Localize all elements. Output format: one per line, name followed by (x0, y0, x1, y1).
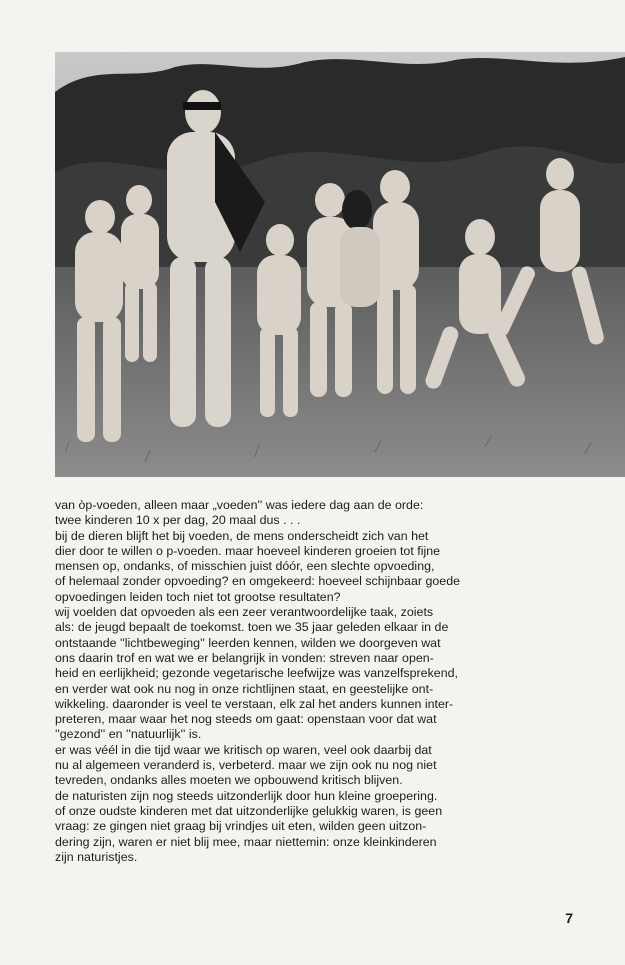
page-number: 7 (565, 910, 573, 926)
body-line: de naturisten zijn nog steeds uitzonderlijk door hun kleine groepering. (55, 788, 438, 803)
body-line: opvoedingen leiden toch niet tot grootse resultaten? (55, 589, 341, 604)
photograph-icon (55, 52, 625, 477)
body-line: dering zijn, waren er niet blij mee, maar niettemin: onze kleinkinderen (55, 834, 437, 849)
body-line: dier door te willen o p-voeden. maar hoeveel kinderen groeien tot fijne (55, 543, 441, 558)
body-line: bij de dieren blijft het bij voeden, de mens onderscheidt zich van het (55, 528, 429, 543)
body-line: van òp-voeden, alleen maar „voeden'' was iedere dag aan de orde: (55, 498, 424, 512)
body-line: ons daarin trof en wat we er belangrijk in vonden: streven naar open- (55, 650, 434, 665)
body-line: twee kinderen 10 x per dag, 20 maal dus . . . (55, 513, 301, 528)
body-line: als: de jeugd bepaalt de toekomst. toen we 35 jaar geleden elkaar in de (55, 620, 449, 635)
body-line: preteren, maar waar het nog steeds om gaat: openstaan voor dat wat (55, 712, 437, 727)
body-line: heid en eerlijkheid; gezonde vegetarische leefwijze was vanzelfsprekend, (55, 666, 458, 681)
body-line: zijn naturistjes. (55, 849, 138, 864)
body-line: of onze oudste kinderen met dat uitzonderlijke gelukkig waren, is geen (55, 803, 443, 818)
body-line: ''gezond'' en ''natuurlijk'' is. (55, 727, 202, 742)
group-photograph (55, 52, 625, 477)
body-line: nu al algemeen veranderd is, verbeterd. maar we zijn ook nu nog niet (55, 758, 437, 773)
body-line: er was véél in die tijd waar we kritisch op waren, veel ook daarbij dat (55, 742, 432, 757)
article-body (55, 498, 567, 865)
body-line: wikkeling. daaronder is veel te verstaan, elk zal het anders kunnen inter- (55, 696, 454, 711)
body-line: vraag: ze gingen niet graag bij vrindjes uit eten, wilden geen uitzon- (55, 819, 427, 834)
body-line: en verder wat ook nu nog in onze richtlijnen staat, en geestelijke ont- (55, 681, 434, 696)
body-line: mensen op, ondanks, of misschien juist dóór, een slechte opvoeding, (55, 559, 435, 574)
body-line: wij voelden dat opvoeden als een zeer verantwoordelijke taak, zoiets (55, 605, 434, 620)
body-line: ontstaande ''lichtbeweging'' leerden kennen, wilden we doorgeven wat (55, 635, 441, 650)
body-line: of helemaal zonder opvoeding? en omgekeerd: hoeveel schijnbaar goede (55, 574, 461, 589)
body-line: tevreden, ondanks alles moeten we opbouwend kritisch blijven. (55, 773, 403, 788)
